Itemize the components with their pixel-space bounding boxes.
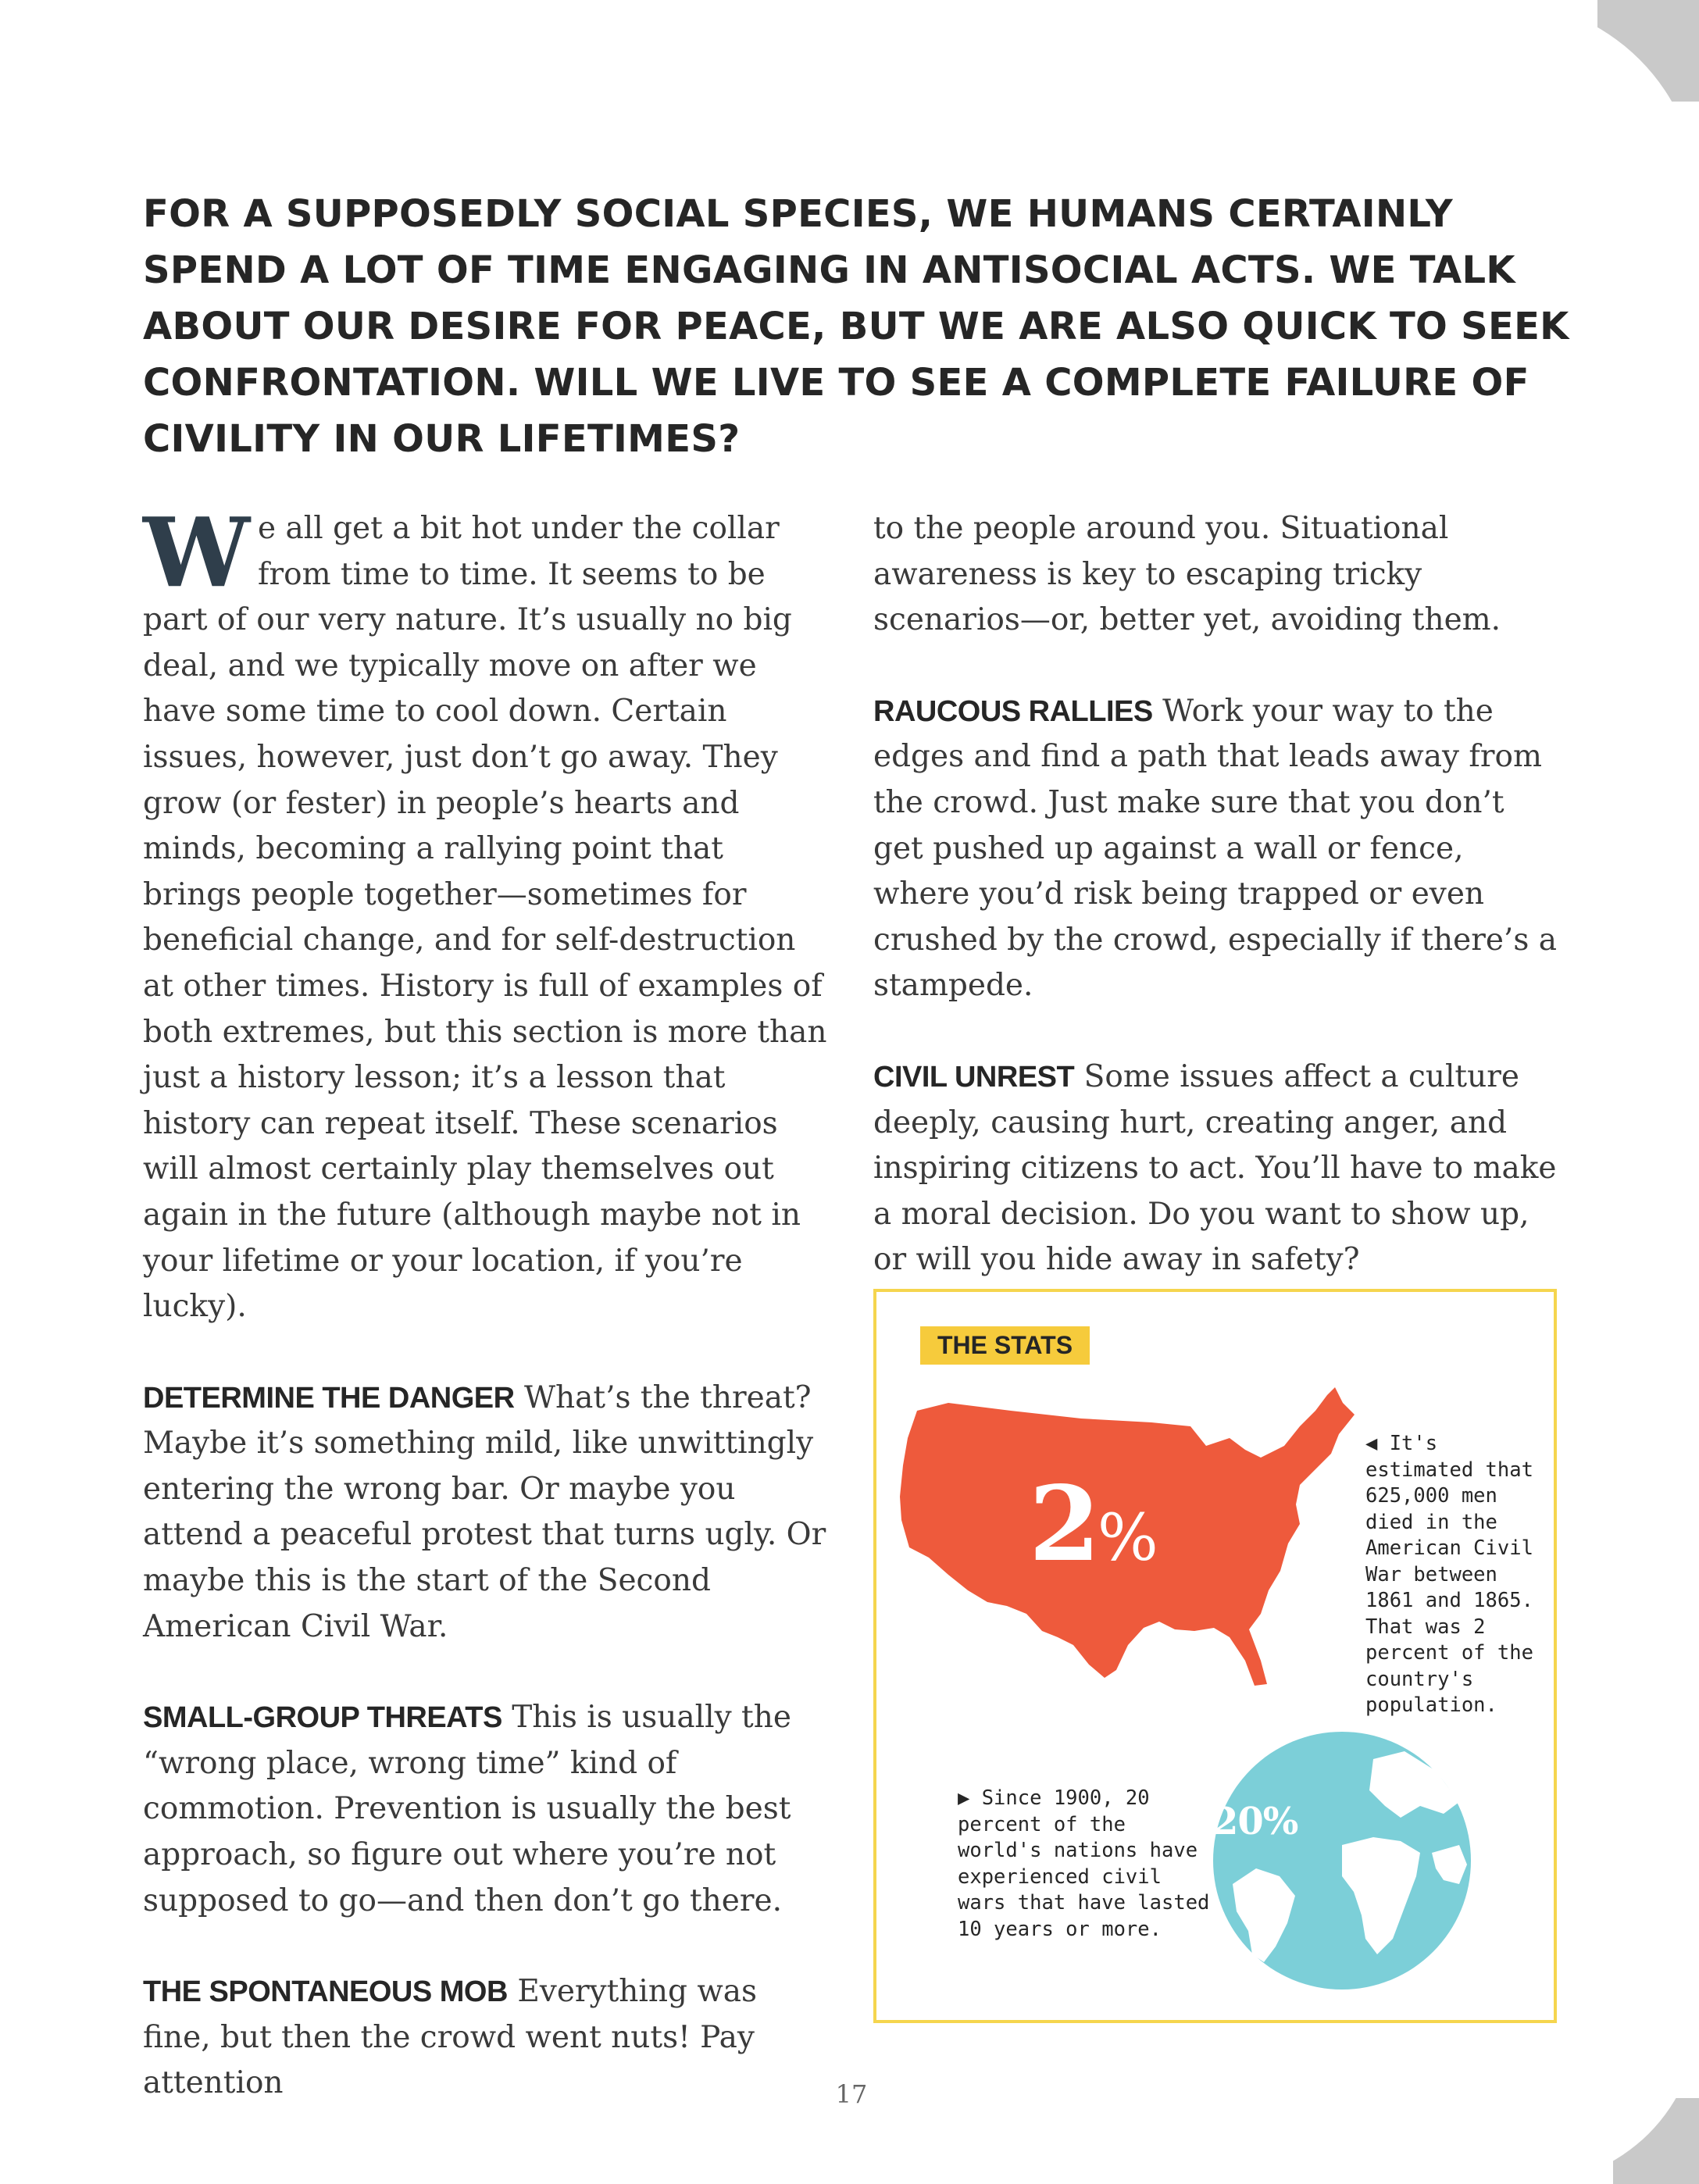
stats-box (873, 1289, 1557, 2023)
section-lead: THE SPONTANEOUS MOB (143, 1975, 508, 2009)
section-text: Some issues affect a culture deeply, causing hurt, creating anger, and inspiring citizens to act. You’ll have to make a moral decision. Do you want to show up, or will you hide away in safety? (873, 1058, 1557, 1278)
section-text: This is usually the “wrong place, wrong time” kind of commotion. Prevention is usually the best approach, so figure out where you’re not supposed to go—and then don’t go there. (143, 1700, 791, 1918)
section-small-group-threats (143, 1695, 830, 1924)
section-lead: CIVIL UNREST (873, 1060, 1075, 1094)
section-civil-unrest (873, 1055, 1561, 1283)
globe-icon (1209, 1728, 1475, 1993)
section-lead: SMALL-GROUP THREATS (143, 1701, 502, 1735)
stats-tag: THE STATS (920, 1326, 1090, 1365)
section-determine-danger (143, 1376, 830, 1650)
section-spontaneous-mob (143, 1969, 830, 2107)
usa-percentage-value: 2 (1029, 1464, 1098, 1585)
page-number: 17 (835, 2079, 868, 2109)
section-text: Everything was fine, but then the crowd went nuts! Pay attention (143, 1974, 757, 2101)
page-headline: FOR A SUPPOSEDLY SOCIAL SPECIES, WE HUMANS CERTAINLY SPEND A LOT OF TIME ENGAGING IN ANTISOCIAL ACTS. WE TALK ABOUT OUR DESIRE FOR PEACE, BUT WE ARE ALSO QUICK TO SEEK CONFRONTATION. WILL WE LIVE TO SEE A COMPLETE FAILURE OF CIVILITY IN OUR LIFETIMES? (143, 192, 1569, 461)
intro-paragraph (143, 496, 830, 1330)
world-stat-note: ▶ Since 1900, 20 percent of the world's nations have experienced civil wars that have lasted 10 years or more. (958, 1786, 1210, 1941)
world-percentage: 20% (1212, 1800, 1298, 1843)
usa-percentage (1029, 1464, 1155, 1585)
section-text: What’s the threat? Maybe it’s something mild, like unwittingly entering the wrong bar. Or maybe you attend a peaceful protest that turns ugly. Or maybe this is the start of the Second American Civil War. (143, 1379, 826, 1644)
intro-text: e all get a bit hot under the collar from time to time. It seems to be part of our very nature. It’s usually no big deal, and we typically move on after we have some time to cool down. Certain issues, however, just don’t go away. They grow (or fester) in people’s hearts and minds, becoming a rallying point that brings people together—sometimes for beneficial change, and for self-destruction at other times. History is full of examples of both extremes, but this section is more than just a history lesson; it’s a lesson that history can repeat itself. These scenarios will almost certainly play themselves out again in the future (although maybe not in your lifetime or your location, if you’re lucky). (143, 511, 827, 1325)
usa-percentage-symbol: % (1097, 1501, 1155, 1576)
section-raucous-rallies (873, 689, 1561, 1009)
section-text: Work your way to the edges and find a path that leads away from the crowd. Just make sure that you don’t get pushed up against a wall or fence, where you’d risk being trapped or even crushed by the crowd, especially if there’s a stampede. (873, 693, 1557, 1004)
right-column (873, 506, 1561, 1329)
left-column (143, 496, 830, 2152)
drop-cap: W (143, 496, 251, 608)
section-lead: RAUCOUS RALLIES (873, 694, 1153, 728)
section-spontaneous-mob-continued: to the people around you. Situational awareness is key to escaping tricky scenarios—or, better yet, avoiding them. (873, 511, 1501, 638)
section-lead: DETERMINE THE DANGER (143, 1381, 515, 1415)
usa-stat-note: ◀ It's estimated that 625,000 men died in the American Civil War between 1861 and 1865. That was 2 percent of the country's population. (1365, 1432, 1533, 1717)
